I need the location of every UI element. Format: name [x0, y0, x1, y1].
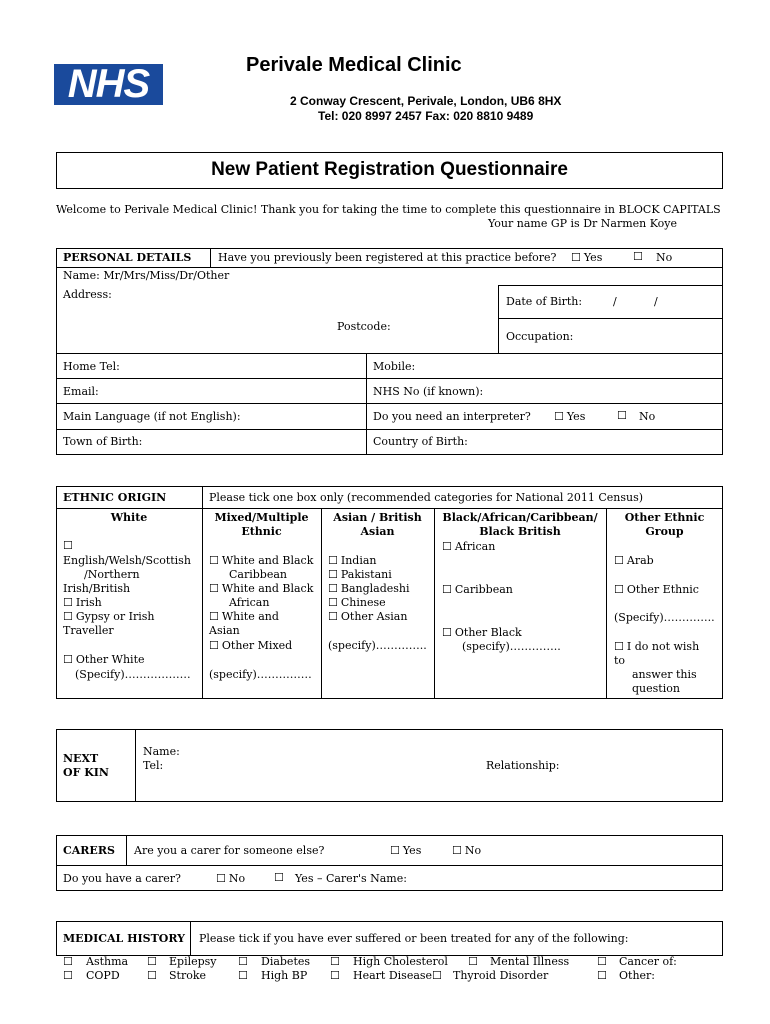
home-tel-label: Home Tel:	[63, 360, 120, 373]
clinic-contact: Tel: 020 8997 2457 Fax: 020 8810 9489	[318, 109, 534, 123]
heart-disease-label: Heart Disease	[353, 969, 433, 982]
carers-heading: CARERS	[63, 844, 115, 857]
cancer-label: Cancer of:	[619, 955, 677, 968]
col-black-heading-2: Black British	[479, 525, 561, 538]
dob-separator-1: /	[613, 295, 617, 308]
white-other-specify[interactable]: (Specify)………………	[75, 668, 191, 681]
prev-registered-yes-checkbox[interactable]: ☐ Yes	[571, 251, 602, 265]
white-english-label-3: Irish/British	[63, 582, 131, 595]
black-caribbean-checkbox[interactable]: ☐ Caribbean	[442, 583, 513, 597]
mental-illness-checkbox[interactable]: ☐	[468, 955, 478, 968]
language-label: Main Language (if not English):	[63, 410, 241, 423]
white-gypsy-label-2: Traveller	[63, 624, 114, 637]
kin-relationship-label: Relationship:	[486, 759, 560, 772]
carer-question: Are you a carer for someone else?	[134, 844, 325, 857]
col-other-heading: Other Ethnic	[624, 511, 705, 524]
asian-chinese-checkbox[interactable]: ☐ Chinese	[328, 596, 386, 610]
kin-name-label: Name:	[143, 745, 180, 758]
asthma-checkbox[interactable]: ☐	[63, 955, 73, 968]
heart-disease-checkbox[interactable]: ☐	[330, 969, 340, 982]
asian-other-checkbox[interactable]: ☐ Other Asian	[328, 610, 407, 624]
carer-name-label: Yes – Carer's Name:	[295, 872, 407, 885]
ethnic-instruction: Please tick one box only (recommended categories for National 2011 Census)	[209, 491, 644, 504]
other-condition-checkbox[interactable]: ☐	[597, 969, 607, 982]
next-of-kin-heading: NEXT	[63, 752, 99, 765]
dob-separator-2: /	[654, 295, 658, 308]
high-bp-checkbox[interactable]: ☐	[238, 969, 248, 982]
interpreter-no-label: No	[639, 410, 656, 423]
col-mixed-heading: Mixed/Multiple	[214, 511, 309, 524]
mixed-white-black-caribbean-checkbox[interactable]: ☐ White and Black	[209, 554, 313, 568]
nhs-no-label: NHS No (if known):	[373, 385, 484, 398]
mixed-caribbean-label: Caribbean	[229, 568, 287, 581]
name-label: Name: Mr/Mrs/Miss/Dr/Other	[63, 269, 230, 282]
white-gypsy-checkbox[interactable]: ☐ Gypsy or Irish	[63, 610, 155, 624]
mixed-asian-label: Asian	[209, 624, 240, 637]
thyroid-label: Thyroid Disorder	[453, 969, 549, 982]
gp-name: Your name GP is Dr Narmen Koye	[488, 217, 677, 230]
col-mixed-heading-2: Ethnic	[241, 525, 282, 538]
prev-registered-no-checkbox[interactable]: ☐	[633, 250, 643, 263]
intro-text: Welcome to Perivale Medical Clinic! Thank you for taking the time to complete this questionnaire in BLOCK CAPITALS	[56, 203, 721, 216]
black-other-specify[interactable]: (specify)…………..	[462, 640, 561, 653]
high-cholesterol-label: High Cholesterol	[353, 955, 448, 968]
cancer-checkbox[interactable]: ☐	[597, 955, 607, 968]
white-english-checkbox[interactable]: ☐	[63, 539, 73, 552]
prev-registered-no-label: No	[656, 251, 673, 264]
diabetes-checkbox[interactable]: ☐	[238, 955, 248, 968]
town-birth-label: Town of Birth:	[63, 435, 143, 448]
medical-history-heading: MEDICAL HISTORY	[63, 932, 186, 945]
nhs-logo: NHS	[54, 64, 163, 105]
form-title: New Patient Registration Questionnaire	[211, 159, 568, 180]
dob-label: Date of Birth:	[506, 295, 583, 308]
black-other-checkbox[interactable]: ☐ Other Black	[442, 626, 522, 640]
interpreter-question: Do you need an interpreter?	[373, 410, 531, 423]
do-not-wish-checkbox[interactable]: ☐ I do not wish	[614, 640, 699, 654]
high-cholesterol-checkbox[interactable]: ☐	[330, 955, 340, 968]
address-label: Address:	[63, 288, 112, 301]
clinic-address: 2 Conway Crescent, Perivale, London, UB6 8HX	[290, 94, 562, 108]
white-other-checkbox[interactable]: ☐ Other White	[63, 653, 145, 667]
stroke-label: Stroke	[169, 969, 207, 982]
other-condition-label: Other:	[619, 969, 655, 982]
mixed-white-black-african-checkbox[interactable]: ☐ White and Black	[209, 582, 313, 596]
ethnic-origin-heading: ETHNIC ORIGIN	[63, 491, 167, 504]
stroke-checkbox[interactable]: ☐	[147, 969, 157, 982]
do-not-wish-label-2: to	[614, 654, 626, 667]
mixed-other-specify[interactable]: (specify)……………	[209, 668, 312, 681]
personal-details-heading: PERSONAL DETAILS	[63, 251, 192, 264]
carer-yes-checkbox[interactable]: ☐ Yes	[390, 844, 421, 858]
have-carer-no-checkbox[interactable]: ☐ No	[216, 872, 245, 886]
asian-indian-checkbox[interactable]: ☐ Indian	[328, 554, 377, 568]
mixed-other-checkbox[interactable]: ☐ Other Mixed	[209, 639, 292, 653]
mental-illness-label: Mental Illness	[490, 955, 570, 968]
carer-no-checkbox[interactable]: ☐ No	[452, 844, 481, 858]
mobile-label: Mobile:	[373, 360, 416, 373]
col-white-heading: White	[110, 511, 148, 524]
do-not-wish-label-3: answer this	[632, 668, 697, 681]
col-asian-heading-2: Asian	[360, 525, 395, 538]
asthma-label: Asthma	[86, 955, 129, 968]
asian-bangladeshi-checkbox[interactable]: ☐ Bangladeshi	[328, 582, 410, 596]
other-arab-checkbox[interactable]: ☐ Arab	[614, 554, 654, 568]
interpreter-no-checkbox[interactable]: ☐	[617, 409, 627, 422]
white-irish-checkbox[interactable]: ☐ Irish	[63, 596, 102, 610]
col-black-heading: Black/African/Caribbean/	[442, 511, 598, 524]
col-other-heading-2: Group	[645, 525, 684, 538]
other-ethnic-specify[interactable]: (Specify)…………..	[614, 611, 715, 624]
white-english-label-2: /Northern	[84, 568, 140, 581]
black-african-checkbox[interactable]: ☐ African	[442, 540, 495, 554]
have-carer-yes-checkbox[interactable]: ☐	[274, 871, 284, 884]
clinic-name: Perivale Medical Clinic	[246, 54, 462, 76]
have-carer-question: Do you have a carer?	[63, 872, 181, 885]
postcode-label: Postcode:	[337, 320, 391, 333]
country-birth-label: Country of Birth:	[373, 435, 468, 448]
asian-other-specify[interactable]: (specify)…………..	[328, 639, 427, 652]
mixed-african-label: African	[229, 596, 270, 609]
prev-registered-question: Have you previously been registered at this practice before?	[218, 251, 557, 264]
email-label: Email:	[63, 385, 99, 398]
mixed-white-asian-checkbox[interactable]: ☐ White and	[209, 610, 279, 624]
high-bp-label: High BP	[261, 969, 308, 982]
copd-checkbox[interactable]: ☐	[63, 969, 73, 982]
interpreter-yes-checkbox[interactable]: ☐ Yes	[554, 410, 585, 424]
col-asian-heading: Asian / British	[333, 511, 422, 524]
asian-pakistani-checkbox[interactable]: ☐ Pakistani	[328, 568, 392, 582]
next-of-kin-heading-2: OF KIN	[63, 766, 109, 779]
medical-history-instruction: Please tick if you have ever suffered or been treated for any of the following:	[199, 932, 629, 945]
kin-tel-label: Tel:	[143, 759, 164, 772]
thyroid-checkbox[interactable]: ☐	[432, 969, 442, 982]
do-not-wish-label-4: question	[632, 682, 680, 695]
epilepsy-checkbox[interactable]: ☐	[147, 955, 157, 968]
copd-label: COPD	[86, 969, 120, 982]
other-ethnic-checkbox[interactable]: ☐ Other Ethnic	[614, 583, 699, 597]
diabetes-label: Diabetes	[261, 955, 311, 968]
epilepsy-label: Epilepsy	[169, 955, 217, 968]
white-english-label: English/Welsh/Scottish	[63, 554, 191, 567]
occupation-label: Occupation:	[506, 330, 574, 343]
